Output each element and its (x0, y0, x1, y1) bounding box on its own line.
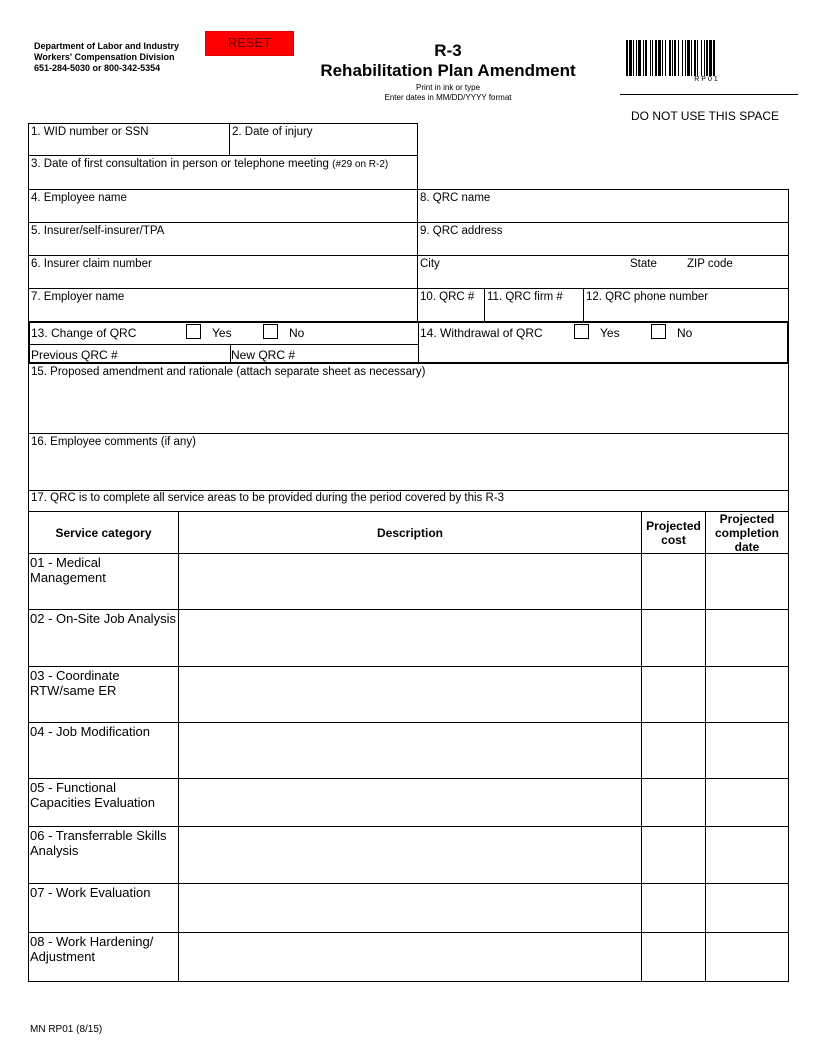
wid-ssn-field[interactable] (28, 123, 230, 156)
city-label: City (420, 258, 440, 270)
qrc-section-divider (418, 323, 419, 362)
description-cell[interactable] (178, 778, 642, 827)
dept-phone: 651-284-5030 or 800-342-5354 (34, 63, 161, 73)
withdrawal-yes-label: Yes (600, 326, 620, 340)
qrc-number-label: 10. QRC # (420, 291, 475, 303)
col-header-date: Projected completion date (705, 511, 789, 554)
qrc-phone-label: 12. QRC phone number (586, 291, 709, 303)
insurer-field[interactable] (28, 222, 418, 256)
description-cell[interactable] (178, 609, 642, 667)
insurer-claim-number-field[interactable] (28, 255, 418, 289)
division-name: Workers' Compensation Division (34, 52, 175, 62)
service-category-cell (28, 722, 179, 779)
date-of-injury-field[interactable] (229, 123, 418, 156)
projected-date-cell[interactable] (705, 722, 789, 779)
service-category-cell (28, 778, 179, 827)
service-category-label: 03 - Coordinate RTW/same ER (30, 668, 120, 698)
qrc-number-field[interactable] (417, 288, 485, 322)
service-category-cell (28, 553, 179, 610)
employee-comments-label: 16. Employee comments (if any) (31, 436, 196, 448)
service-category-label: 08 - Work Hardening/ Adjustment (30, 934, 154, 964)
change-of-qrc-label: 13. Change of QRC (31, 326, 137, 340)
insurer-label: 5. Insurer/self-insurer/TPA (31, 225, 165, 237)
insurer-claim-number-label: 6. Insurer claim number (31, 258, 152, 270)
instruction-print: Print in ink or type (415, 83, 481, 92)
projected-cost-cell[interactable] (641, 826, 706, 884)
barcode-icon (624, 40, 790, 80)
qrc-firm-number-field[interactable] (484, 288, 584, 322)
qrc-city-state-zip-field[interactable] (417, 255, 789, 289)
projected-cost-cell[interactable] (641, 932, 706, 982)
qrc-name-field[interactable] (417, 189, 789, 223)
qrc-services-instruction-label: 17. QRC is to complete all service areas to be provided during the period covered by this R-3 (31, 492, 505, 504)
projected-cost-cell[interactable] (641, 722, 706, 779)
employee-name-label: 4. Employee name (31, 192, 127, 204)
previous-qrc-label[interactable]: Previous QRC # (31, 348, 118, 362)
proposed-amendment-field[interactable] (28, 363, 789, 434)
service-category-label: 07 - Work Evaluation (30, 885, 151, 900)
state-label: State (630, 258, 657, 270)
qrc-phone-field[interactable] (583, 288, 789, 322)
do-not-use-label: DO NOT USE THIS SPACE (630, 109, 780, 123)
change-qrc-yes-label: Yes (212, 326, 232, 340)
employer-name-label: 7. Employer name (31, 291, 125, 303)
form-title-block (300, 41, 596, 81)
description-cell[interactable] (178, 553, 642, 610)
service-category-label: 04 - Job Modification (30, 724, 150, 739)
employee-name-field[interactable] (28, 189, 418, 223)
change-qrc-yes-checkbox[interactable] (186, 324, 201, 339)
date-of-injury-label: 2. Date of injury (232, 126, 313, 138)
qrc-name-label: 8. QRC name (420, 192, 491, 204)
zip-label: ZIP code (687, 258, 733, 270)
projected-date-cell[interactable] (705, 553, 789, 610)
department-block (34, 41, 179, 74)
qrc-change-section (28, 321, 789, 364)
description-cell[interactable] (178, 722, 642, 779)
wid-ssn-label: 1. WID number or SSN (31, 126, 149, 138)
description-cell[interactable] (178, 666, 642, 723)
projected-date-cell[interactable] (705, 932, 789, 982)
col-header-cost: Projected cost (641, 511, 706, 554)
barcode-text: RP01 (694, 76, 720, 83)
description-cell[interactable] (178, 932, 642, 982)
proposed-amendment-label: 15. Proposed amendment and rationale (attach separate sheet as necessary) (31, 366, 426, 378)
projected-cost-cell[interactable] (641, 553, 706, 610)
qrc-address-field[interactable] (417, 222, 789, 256)
withdrawal-yes-checkbox[interactable] (574, 324, 589, 339)
qrc-firm-number-label: 11. QRC firm # (487, 291, 563, 303)
form-instructions (300, 83, 596, 103)
change-qrc-no-checkbox[interactable] (263, 324, 278, 339)
form-footer: MN RP01 (8/15) (30, 1024, 103, 1035)
form-title: Rehabilitation Plan Amendment (320, 61, 576, 80)
qrc-change-row-divider (30, 344, 418, 345)
service-category-cell (28, 666, 179, 723)
service-category-label: 06 - Transferrable Skills Analysis (30, 828, 167, 858)
projected-cost-cell[interactable] (641, 666, 706, 723)
form-number: R-3 (434, 41, 462, 60)
instruction-dates: Enter dates in MM/DD/YYYY format (384, 93, 512, 102)
projected-date-cell[interactable] (705, 609, 789, 667)
barcode-divider (620, 94, 798, 95)
withdrawal-of-qrc-label: 14. Withdrawal of QRC (420, 326, 543, 340)
service-category-label: 02 - On-Site Job Analysis (30, 611, 176, 626)
service-category-cell (28, 609, 179, 667)
projected-date-cell[interactable] (705, 826, 789, 884)
service-category-label: 01 - Medical Management (30, 555, 106, 585)
col-header-service: Service category (28, 511, 179, 554)
employee-comments-field[interactable] (28, 433, 789, 491)
service-category-cell (28, 826, 179, 884)
col-header-description: Description (178, 511, 642, 554)
projected-cost-cell[interactable] (641, 778, 706, 827)
projected-cost-cell[interactable] (641, 609, 706, 667)
dept-name: Department of Labor and Industry (34, 41, 180, 51)
qrc-address-label: 9. QRC address (420, 225, 503, 237)
projected-cost-cell[interactable] (641, 883, 706, 933)
projected-date-cell[interactable] (705, 778, 789, 827)
qrc-services-instruction (28, 490, 789, 512)
first-consultation-label: 3. Date of first consultation in person or telephone meeting (31, 158, 329, 170)
new-qrc-label[interactable]: New QRC # (231, 348, 296, 362)
first-consultation-field[interactable] (28, 155, 418, 190)
projected-date-cell[interactable] (705, 883, 789, 933)
reset-button[interactable]: RESET (205, 31, 294, 56)
employer-name-field[interactable] (28, 288, 418, 322)
service-category-cell (28, 932, 179, 982)
projected-date-cell[interactable] (705, 666, 789, 723)
service-category-label: 05 - Functional Capacities Evaluation (30, 780, 156, 810)
first-consultation-note: (#29 on R-2) (332, 159, 389, 170)
change-qrc-no-label: No (289, 326, 305, 340)
description-cell[interactable] (178, 826, 642, 884)
withdrawal-no-label: No (677, 326, 693, 340)
description-cell[interactable] (178, 883, 642, 933)
withdrawal-no-checkbox[interactable] (651, 324, 666, 339)
service-category-cell (28, 883, 179, 933)
